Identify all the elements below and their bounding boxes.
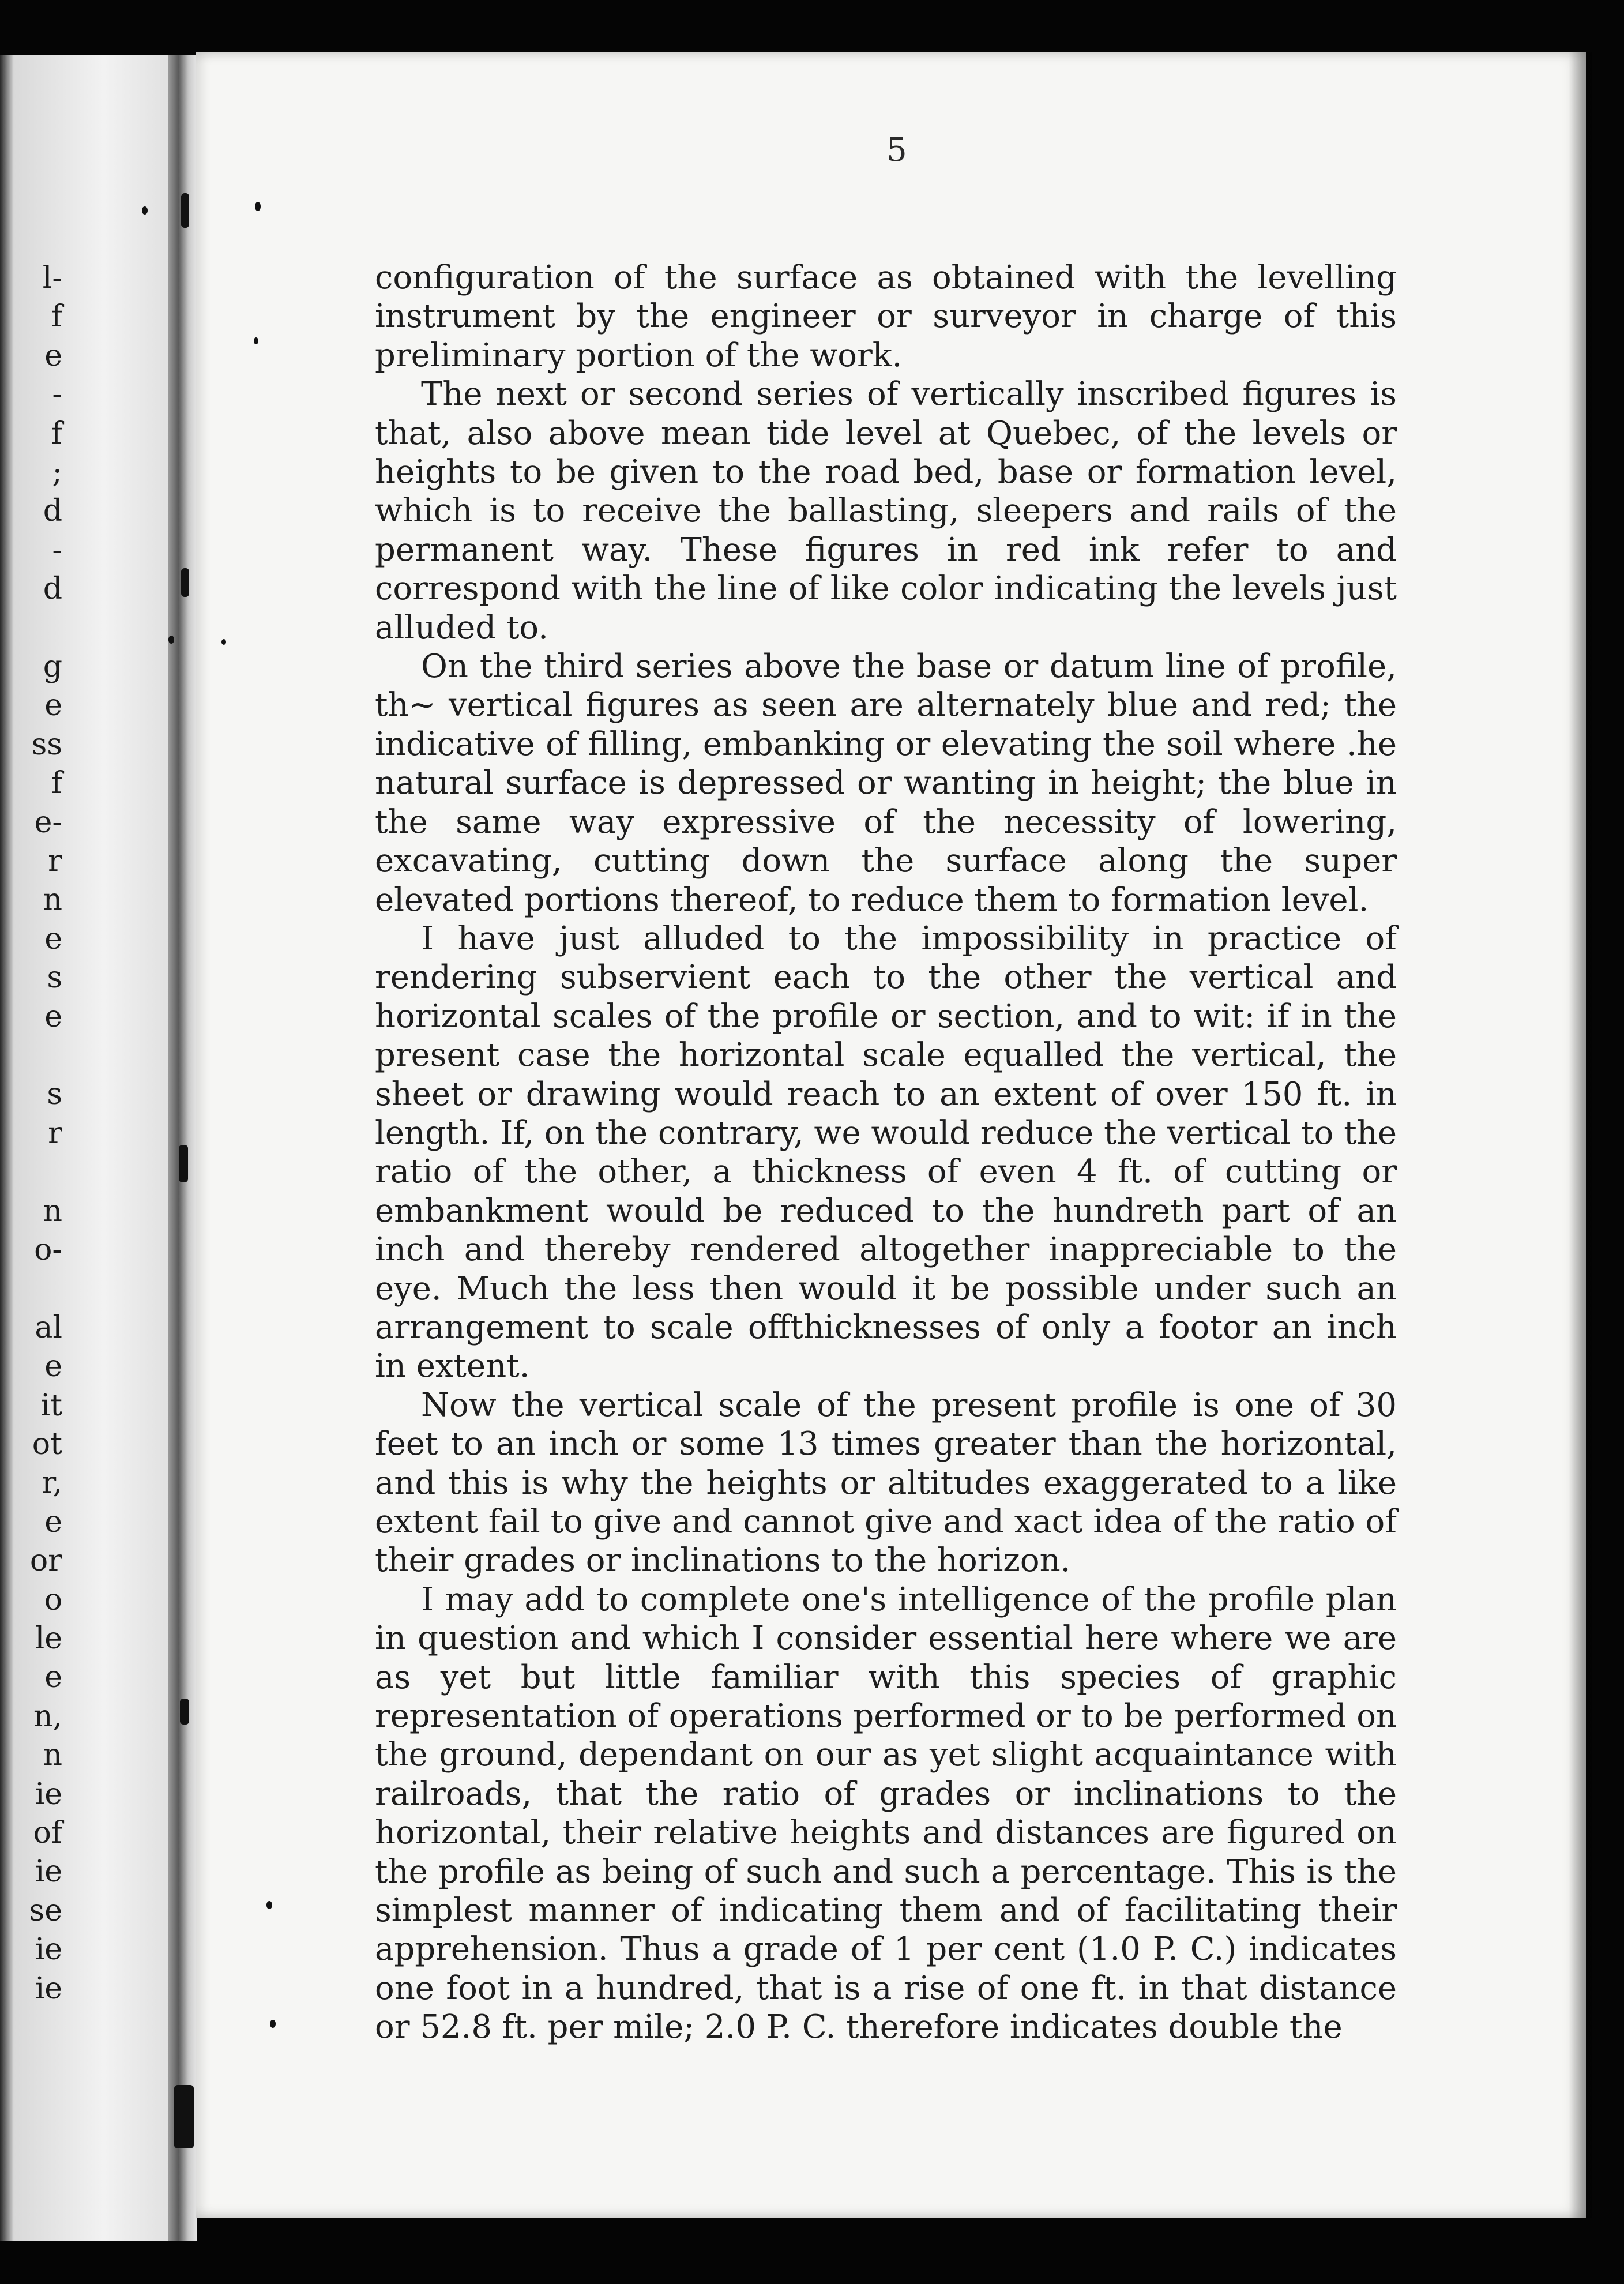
left-edge-fragment: ie (35, 1932, 62, 1967)
left-edge-fragment: e- (34, 805, 62, 840)
left-edge-fragment: f (51, 766, 62, 801)
paragraph: I may add to complete one's intelligence of the profile plan in question and which I consider essential here where we are as yet but little familiar with this species of graphic representation of operations performed or to be performed on the ground, dependant on our as yet slight acquaintance with railroads, that the ratio of grades or inclinations to the horizontal, their relative heights and distances are figured on the profile as being of such and such a percentage. This is the simplest manner of indicating them and of facilitating their apprehension. Thus a grade of 1 per cent (1.0 P. C.) indicates one foot in a hundred, that is a rise of one ft. in that distance or 52.8 ft. per mile; 2.0 P. C. therefore indicates double the (375, 1580, 1397, 2046)
binding-mark (180, 1699, 189, 1725)
left-edge-fragment: ie (35, 1854, 62, 1889)
left-edge-fragment: ie (35, 1971, 62, 2006)
left-edge-fragment: e (44, 1504, 62, 1539)
scan-speck (221, 639, 226, 645)
left-edge-fragment: - (52, 532, 62, 568)
binding-gutter (168, 55, 197, 2241)
left-edge-fragment: n (43, 1738, 62, 1773)
left-edge-fragment: le (35, 1621, 62, 1656)
binding-mark (179, 1145, 188, 1182)
left-edge-fragment: r (48, 1115, 62, 1151)
left-edge-fragment: r, (42, 1466, 62, 1501)
page-edge-shadow (1569, 52, 1592, 2218)
left-edge-fragment: - (52, 377, 62, 412)
left-edge-fragment: e (44, 1349, 62, 1384)
left-edge-fragment: d (43, 572, 62, 607)
left-edge-fragment: ss (31, 727, 62, 762)
body-text (375, 258, 1397, 2047)
left-edge-fragment: n, (33, 1699, 62, 1734)
scan-speck (266, 1901, 272, 1909)
left-edge-fragment: or (29, 1543, 62, 1579)
left-edge-fragment: l- (42, 261, 62, 295)
scan-speck (254, 337, 258, 344)
left-edge-fragment: al (35, 1310, 62, 1345)
left-edge-fragment: o- (34, 1233, 62, 1267)
left-edge-fragment: e (44, 921, 62, 956)
left-edge-fragment: f (51, 416, 62, 451)
binding-mark (174, 2085, 194, 2148)
left-edge-fragment: it (40, 1388, 62, 1423)
binding-mark (181, 568, 189, 597)
left-edge-fragment: o (44, 1582, 62, 1617)
left-page-edge-text (0, 87, 173, 2059)
paragraph: The next or second series of vertically inscribed figures is that, also above mean tide level at Quebec, of the levels or heights to be given to the road bed, base or formation level, which is to receive the ballasting, sleepers and rails of the permanent way. These figures in red ink refer to and correspond with the line of like color indicating the levels just alluded to. (375, 375, 1397, 647)
binding-mark (181, 193, 189, 228)
scan-speck (270, 2020, 276, 2028)
left-edge-fragment: s (47, 1077, 62, 1112)
left-edge-fragment: of (33, 1816, 62, 1850)
left-edge-fragment: s (47, 960, 62, 996)
left-edge-fragment: g (43, 649, 62, 684)
left-edge-fragment: se (29, 1893, 62, 1928)
left-edge-fragment: d (43, 494, 62, 529)
scan-speck (255, 202, 261, 211)
left-edge-fragment: r (48, 844, 62, 878)
page-number: 5 (886, 132, 907, 169)
left-edge-fragment: n (43, 1193, 62, 1229)
left-edge-fragment: n (43, 882, 62, 918)
left-edge-fragment: e (44, 1660, 62, 1695)
left-edge-fragment: f (51, 299, 62, 335)
paragraph: configuration of the surface as obtained with the levelling instrument by the engineer or surveyor in charge of this preliminary portion of the work. (375, 259, 1397, 374)
scan-speck (168, 636, 174, 644)
left-edge-fragment: e (44, 338, 62, 373)
left-edge-fragment: e (44, 999, 62, 1034)
paragraph: Now the vertical scale of the present profile is one of 30 feet to an inch or some 13 times greater than the horizontal, and this is why the heights or altitudes exaggerated to a like extent fail to give and cannot give and xact idea of the ratio of their grades or inclinations to the horizon. (375, 1386, 1397, 1580)
paragraph: I have just alluded to the impossibility in practice of rendering subservient each to the other the vertical and horizontal scales of the profile or section, and to wit: if in the present case the horizontal scale equalled the vertical, the sheet or drawing would reach to an extent of over 150 ft. in length. If, on the contrary, we would reduce the vertical to the ratio of the other, a thickness of even 4 ft. of cutting or embankment would be reduced to the hundreth part of an inch and thereby rendered altogether inappreciable to the eye. Much the less then would it be possible under such an arrangement to scale offthicknesses of only a footor an inch in extent. (375, 919, 1397, 1385)
left-edge-fragment: ot (32, 1427, 62, 1462)
left-edge-fragment: e (44, 688, 62, 723)
left-edge-fragment: ; (52, 455, 62, 490)
paragraph: On the third series above the base or datum line of profile, th~ vertical figures as seen are alternately blue and red; the indicative of filling, embanking or elevating the soil where .he natural surface is depressed or wanting in height; the blue in the same way expressive of the necessity of lowering, excavating, cutting down the surface along the super elevated portions thereof, to reduce them to formation level. (375, 648, 1397, 919)
scan-speck (142, 206, 148, 215)
left-edge-fragment: ie (35, 1776, 62, 1812)
